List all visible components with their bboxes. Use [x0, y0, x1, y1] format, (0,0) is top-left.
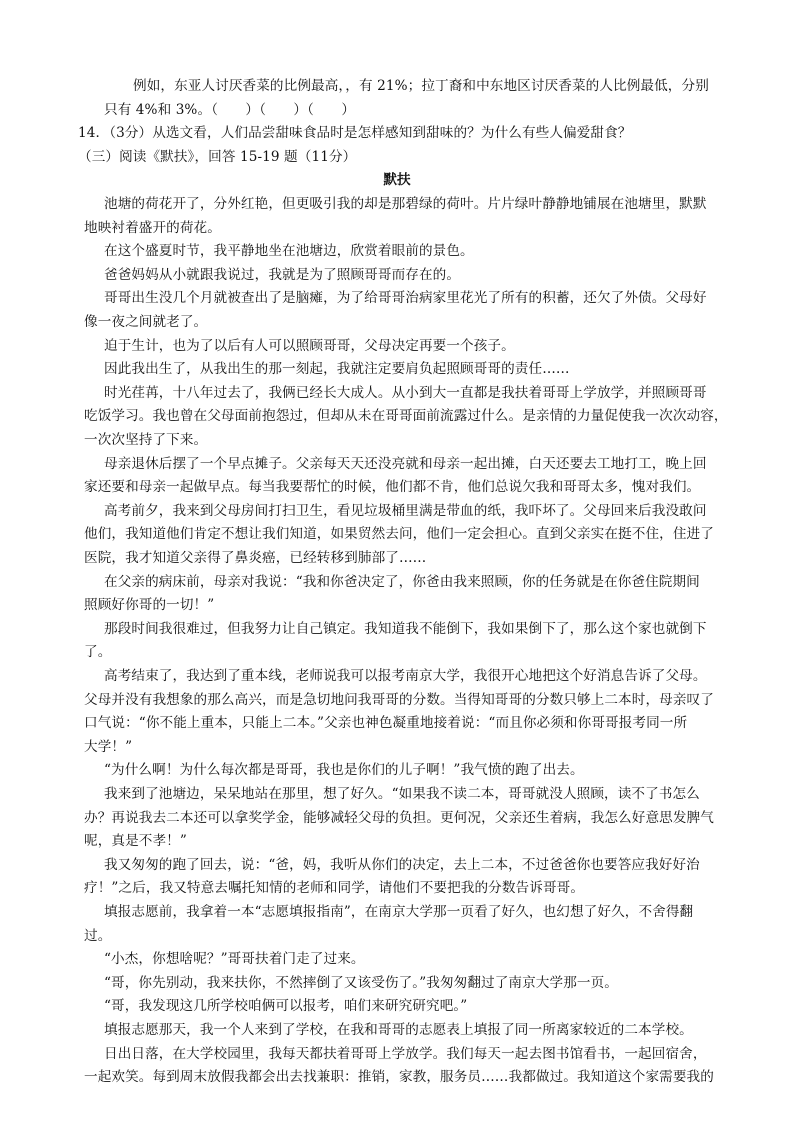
paragraph-line: 办？再说我去二本还可以拿奖学金，能够减轻父母的负担。更何况，父亲还生着病，我怎么好意思发脾气: [84, 809, 714, 826]
paragraph-line: 时光荏苒，十八年过去了，我俩已经长大成人。从小到大一直都是我扶着哥哥上学放学，并照顾哥哥: [104, 384, 707, 401]
paragraph-line: 填报志愿前，我拿着一本“志愿填报指南”，在南京大学那一页看了好久，也幻想了好久，不舍得翻: [104, 904, 694, 920]
paragraph-line: 他们，我知道他们肯定不想让我们知道，如果贸然去问，他们一定会担心。直到父亲实在挺不住，住进了: [84, 526, 714, 543]
paragraph-line: 在这个盛夏时节，我平静地坐在池塘边，欣赏着眼前的景色。: [104, 243, 474, 260]
paragraph-line: 父母并没有我想象的那么高兴，而是急切地问我哥哥的分数。当得知哥哥的分数只够上二本时，母亲叹了: [84, 691, 714, 708]
paragraph-line: 迫于生计，也为了以后有人可以照顾哥哥，父母决定再要一个孩子。: [104, 337, 515, 354]
paragraph-line: 池塘的荷花开了，分外红艳，但更吸引我的却是那碧绿的荷叶。片片绿叶静静地铺展在池塘里，默默: [104, 196, 707, 212]
paragraph-line: 高考结束了，我达到了重本线，老师说我可以报考南京大学，我很开心地把这个好消息告诉了父母。: [104, 668, 707, 684]
paragraph-line: 疗！”之后，我又特意去嘱托知情的老师和同学，请他们不要把我的分数告诉哥哥。: [84, 880, 585, 897]
paragraph-line: 母亲退休后摆了一个早点摊子。父亲每天天还没亮就和母亲一起出摊，白天还要去工地打工，晚上回: [104, 455, 707, 472]
paragraph-line: “哥，你先别动，我来扶你，不然摔倒了又该受伤了。”我匆匆翻过了南京大学那一页。: [104, 974, 618, 991]
paragraph-line: 照顾好你哥的一切！”: [84, 597, 215, 614]
paragraph-line: 大学！”: [84, 738, 133, 755]
paragraph-line: 过。: [84, 927, 112, 944]
paragraph-line: 例如，东亚人讨厌香菜的比例最高，，有 21%；拉丁裔和中东地区讨厌香菜的人比例最低，分别: [133, 78, 709, 94]
paragraph-line: 一起欢笑。每到周末放假我都会出去找兼职：推销，家教，服务员……我都做过。我知道这个家需要我的: [84, 1069, 714, 1086]
paragraph-line: 了。: [84, 644, 112, 661]
paragraph-line: “哥，我发现这几所学校咱俩可以报考，咱们来研究研究吧。”: [104, 998, 468, 1015]
paragraph-line: 吃饭学习。我也曾在父母面前抱怨过，但却从未在哥哥面前流露过什么。是亲情的力量促使我一次次动容，: [84, 408, 728, 425]
paragraph-line: 那段时间我很难过，但我努力让自己镇定。我知道我不能倒下，我如果倒下了，那么这个家也就倒下: [104, 620, 707, 637]
paragraph-line: 地映衬着盛开的荷花。: [84, 219, 221, 236]
paragraph-line: 呢，真是不孝！”: [84, 833, 187, 850]
paragraph-line: 爸爸妈妈从小就跟我说过，我就是为了照顾哥哥而存在的。: [104, 266, 461, 283]
paragraph-line: 家还要和母亲一起做早点。每当我要帮忙的时候，他们都不肯，他们总说欠我和哥哥太多，愧对我们。: [84, 479, 701, 496]
paragraph-line: 高考前夕，我来到父母房间打扫卫生，看见垃圾桶里满是带血的纸，我吓坏了。父母回来后我没敢问: [104, 502, 707, 519]
paragraph-line: 口气说：“你不能上重本，只能上二本。”父亲也神色凝重地接着说：“而且你必须和你哥哥报考同一所: [84, 715, 688, 732]
paragraph-line: 我又匆匆的跑了回去，说：“爸，妈，我听从你们的决定，去上二本，不过爸爸你也要答应我好好治: [104, 856, 700, 873]
paragraph-line: 哥哥出生没几个月就被查出了是脑瘫，为了给哥哥治病家里花光了所有的积蓄，还欠了外债。父母好: [104, 290, 707, 307]
paragraph-line: 像一夜之间就老了。: [84, 314, 208, 330]
paragraph-line: 在父亲的病床前，母亲对我说：“我和你爸决定了，你爸由我来照顾，你的任务就是在你爸住院期间: [104, 573, 700, 590]
paragraph-line: 我来到了池塘边，呆呆地站在那里，想了好久。“如果我不读二本，哥哥就没人照顾，读不了书怎么: [104, 786, 700, 802]
paragraph-line: 一次次坚持了下来。: [84, 432, 208, 448]
essay-title: 默扶: [383, 172, 411, 189]
paragraph-line: 只有 4%和 3%。（ ）（ ）（ ）: [104, 101, 356, 118]
question-14: 14．（3分）从选文看，人们品尝甜味食品时是怎样感知到甜味的？为什么有些人偏爱甜食？: [78, 125, 632, 142]
paragraph-line: 日出日落，在大学校园里，我每天都扶着哥哥上学放学。我们每天一起去图书馆看书，一起回宿舍，: [104, 1045, 707, 1062]
paragraph-line: “小杰，你想啥呢？”哥哥扶着门走了过来。: [104, 951, 365, 968]
section-heading: （三）阅读《默扶》，回答 15-19 题（11分）: [78, 148, 357, 165]
paragraph-line: 填报志愿那天，我一个人来到了学校，在我和哥哥的志愿表上填报了同一所离家较近的二本学校。: [104, 1022, 693, 1038]
paragraph-line: “为什么啊！为什么每次都是哥哥，我也是你们的儿子啊！”我气愤的跑了出去。: [104, 762, 584, 779]
paragraph-line: 医院，我才知道父亲得了鼻炎癌，已经转移到肺部了……: [84, 550, 427, 566]
paragraph-line: 因此我出生了，从我出生的那一刻起，我就注定要肩负起照顾哥哥的责任……: [104, 361, 570, 378]
